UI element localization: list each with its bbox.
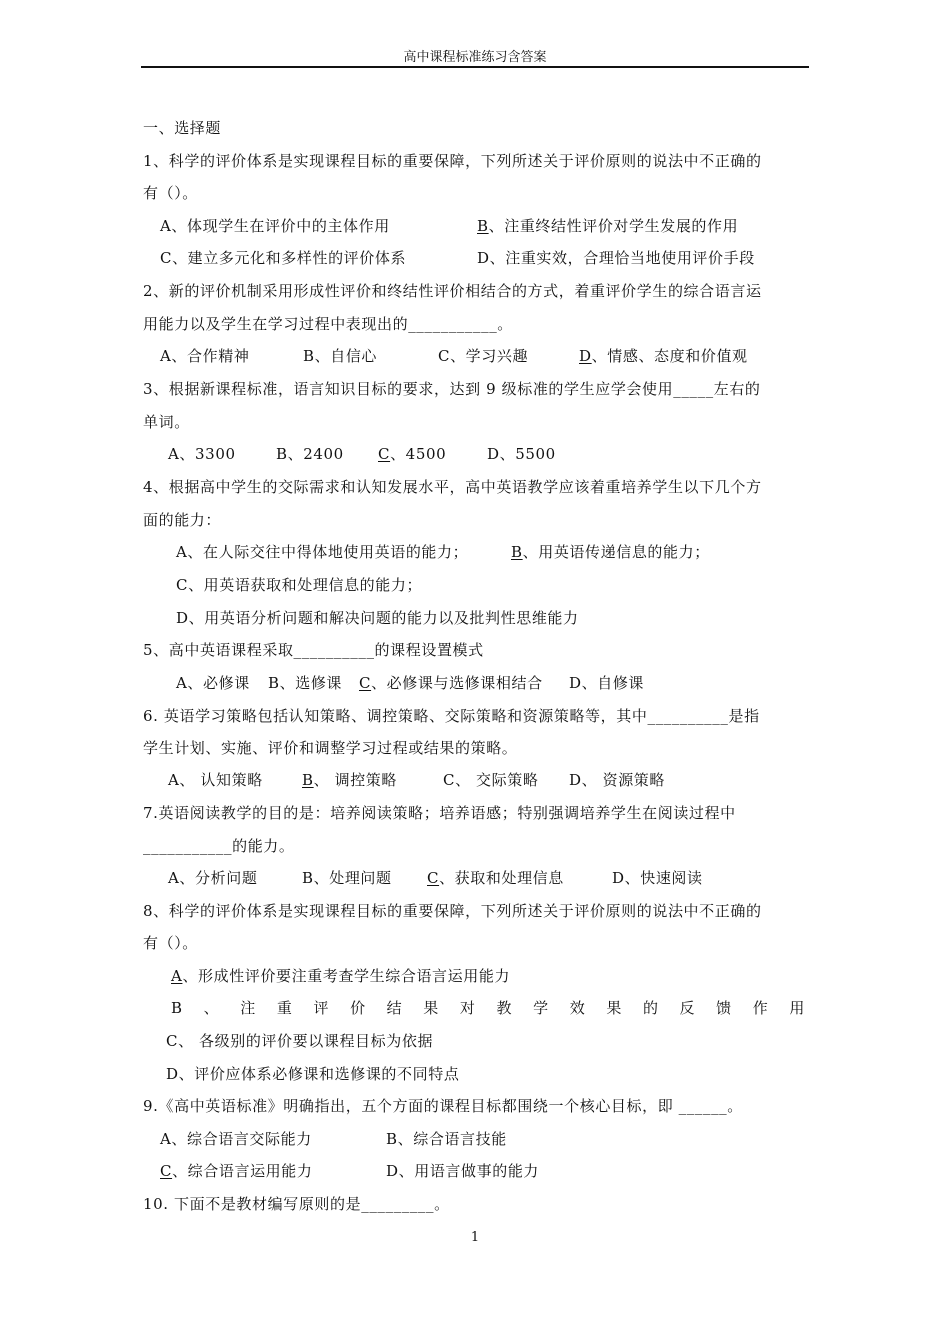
q2-option-b: B、自信心	[303, 347, 378, 365]
q1-answer-letter: B	[477, 217, 489, 235]
q8-answer-letter: A	[171, 967, 183, 985]
q1-option-a: A、体现学生在评价中的主体作用	[160, 217, 390, 235]
q5-stem-line1: 5、高中英语课程采取__________的课程设置模式	[143, 641, 484, 659]
q7-option-c: C、获取和处理信息	[427, 869, 564, 887]
q3-option-a: A、3300	[168, 445, 236, 463]
q1-stem-line2: 有（）。	[143, 184, 198, 202]
q8-stem-line2: 有（）。	[143, 934, 198, 952]
q2-stem-line1: 2、新的评价机制采用形成性评价和终结性评价相结合的方式，着重评价学生的综合语言运	[143, 282, 762, 300]
q7-option-b: B、处理问题	[302, 869, 392, 887]
q9-option-d: D、用语言做事的能力	[386, 1162, 540, 1180]
q3-answer-letter: C	[378, 445, 391, 463]
q2-answer-letter: D	[579, 347, 592, 365]
q8-stem-line1: 8、科学的评价体系是实现课程目标的重要保障，下列所述关于评价原则的说法中不正确的	[143, 902, 762, 920]
q2-option-a: A、合作精神	[160, 347, 250, 365]
q5-option-c: C、必修课与选修课相结合	[359, 674, 543, 692]
q6-stem-line2: 学生计划、实施、评价和调整学习过程或结果的策略。	[143, 739, 518, 757]
running-header: 高中课程标准练习含答案	[403, 50, 547, 65]
q4-stem-line2: 面的能力：	[143, 511, 222, 529]
q4-answer-letter: B	[511, 543, 523, 561]
q6-answer-letter: B	[302, 771, 314, 789]
q1-option-d: D、注重实效，合理恰当地使用评价手段	[477, 249, 755, 267]
q7-option-a: A、分析问题	[168, 869, 258, 887]
q10-stem-line1: 10. 下面不是教材编写原则的是_________。	[143, 1195, 450, 1213]
q9-option-b: B、综合语言技能	[386, 1130, 507, 1148]
q4-stem-line1: 4、根据高中学生的交际需求和认知发展水平，高中英语教学应该着重培养学生以下几个方	[143, 478, 762, 496]
q7-answer-letter: C	[427, 869, 440, 887]
q6-option-d: D、 资源策略	[569, 771, 665, 789]
q3-option-b: B、2400	[276, 445, 344, 463]
q3-stem-line2: 单词。	[143, 413, 190, 431]
q8-option-c: C、 各级别的评价要以课程目标为依据	[166, 1032, 434, 1050]
q1-option-b: B、注重终结性评价对学生发展的作用	[477, 217, 739, 235]
q8-option-d: D、评价应体系必修课和选修课的不同特点	[166, 1065, 460, 1083]
q2-option-c: C、学习兴趣	[438, 347, 529, 365]
q1-option-c: C、建立多元化和多样性的评价体系	[160, 249, 407, 267]
q5-option-a: A、必修课	[176, 674, 250, 692]
q2-stem-line2: 用能力以及学生在学习过程中表现出的___________。	[143, 315, 513, 333]
q3-option-c: C、4500	[378, 445, 447, 463]
q4-option-b: B、用英语传递信息的能力；	[511, 543, 710, 561]
q1-stem-line1: 1、科学的评价体系是实现课程目标的重要保障，下列所述关于评价原则的说法中不正确的	[143, 152, 762, 170]
q9-answer-letter: C	[160, 1162, 173, 1180]
section-title: 一、选择题	[143, 119, 222, 137]
page-number: 1	[470, 1230, 480, 1245]
header-rule	[141, 66, 809, 68]
q9-option-a: A、综合语言交际能力	[160, 1130, 312, 1148]
q6-option-a: A、 认知策略	[168, 771, 263, 789]
q4-option-d: D、用英语分析问题和解决问题的能力以及批判性思维能力	[176, 609, 579, 627]
q6-stem-line1: 6. 英语学习策略包括认知策略、调控策略、交际策略和资源策略等，其中__________是指	[143, 707, 760, 725]
q9-stem-line1: 9.《高中英语标准》明确指出，五个方面的课程目标都围绕一个核心目标，即 ______。	[143, 1097, 743, 1115]
q5-option-b: B、选修课	[268, 674, 343, 692]
q7-stem-line2: ___________的能力。	[143, 837, 295, 855]
q3-stem-line1: 3、根据新课程标准，语言知识目标的要求，达到 9 级标准的学生应学会使用_____左右的	[143, 380, 761, 398]
q6-option-c: C、 交际策略	[443, 771, 539, 789]
q5-answer-letter: C	[359, 674, 372, 692]
q3-option-d: D、5500	[487, 445, 556, 463]
q7-stem-line1: 7.英语阅读教学的目的是：培养阅读策略；培养语感；特别强调培养学生在阅读过程中	[143, 804, 736, 822]
q8-option-a: A、形成性评价要注重考查学生综合语言运用能力	[171, 967, 511, 985]
q9-option-c: C、综合语言运用能力	[160, 1162, 313, 1180]
q7-option-d: D、快速阅读	[612, 869, 703, 887]
q8-option-b: B 、 注 重 评 价 结 果 对 教 学 效 果 的 反 馈 作 用	[171, 999, 805, 1017]
q6-option-b: B、 调控策略	[302, 771, 397, 789]
q2-option-d: D、情感、态度和价值观	[579, 347, 748, 365]
q5-option-d: D、自修课	[569, 674, 645, 692]
q4-option-c: C、用英语获取和处理信息的能力；	[176, 576, 423, 594]
q4-option-a: A、在人际交往中得体地使用英语的能力；	[176, 543, 469, 561]
